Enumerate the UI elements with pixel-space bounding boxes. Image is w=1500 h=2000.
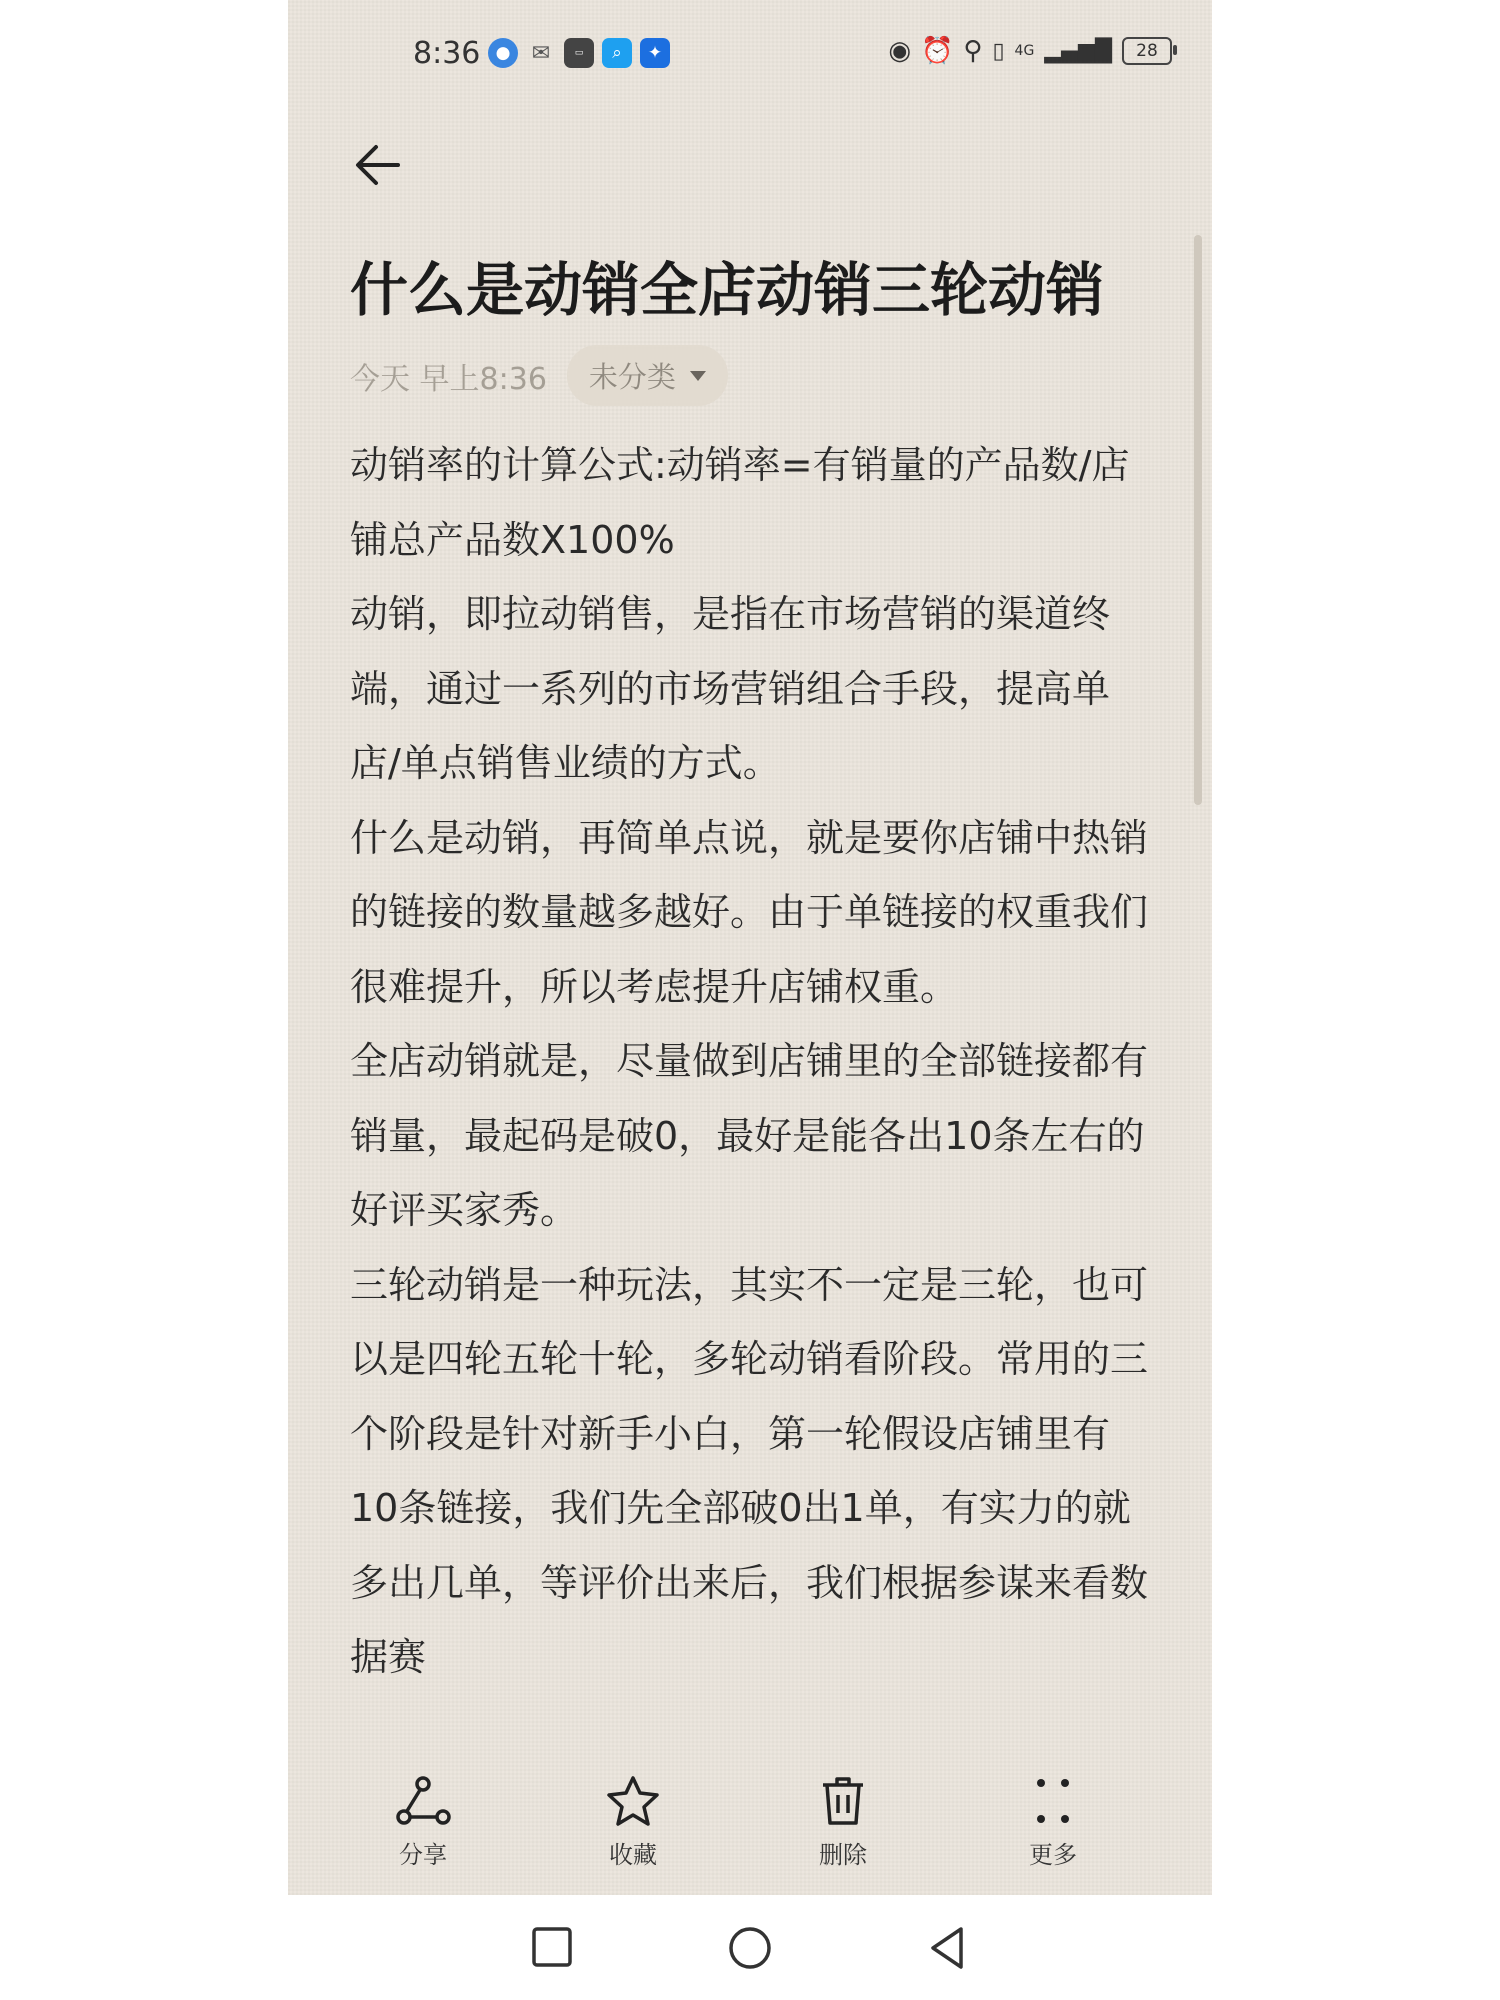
favorite-label: 收藏 <box>609 1841 657 1869</box>
browser-icon: ● <box>488 38 518 68</box>
network-type: 4G <box>1014 43 1035 59</box>
status-bar <box>288 28 1212 84</box>
wechat-icon: ✉ <box>531 40 551 66</box>
signal-icon: ▂▄▆█ <box>1044 38 1112 64</box>
back-triangle-icon[interactable] <box>925 1925 969 1971</box>
status-indicators <box>888 36 1172 66</box>
battery-icon: 28 <box>1122 37 1172 65</box>
huawei-icon: ▭ <box>564 38 594 68</box>
location-icon: ⚲ <box>963 36 983 66</box>
note-paragraph: 动销率的计算公式:动销率=有销量的产品数/店铺总产品数X100% <box>350 443 1130 562</box>
recent-apps-icon[interactable] <box>530 1925 574 1969</box>
note-paragraph: 什么是动销，再简单点说，就是要你店铺中热销的链接的数量越多越好。由于单链接的权重我们很难提升，所以考虑提升店铺权重。 <box>350 815 1149 1009</box>
home-icon[interactable] <box>727 1925 773 1971</box>
note-paragraph: 全店动销就是，尽量做到店铺里的全部链接都有销量，最起码是破0，最好是能各出10条左右的好评买家秀。 <box>350 1039 1149 1232</box>
system-navigation-bar <box>0 1895 1500 2000</box>
chevron-down-icon <box>690 371 706 381</box>
bulb-icon: ✦ <box>640 38 670 68</box>
more-dots-icon <box>1023 1775 1083 1827</box>
more-label: 更多 <box>1029 1841 1077 1869</box>
status-time: 8:36 <box>413 36 481 71</box>
note-timestamp: 今天 早上8:36 <box>350 361 547 397</box>
note-body[interactable] <box>350 428 1150 1695</box>
share-icon <box>393 1775 453 1827</box>
trash-icon <box>813 1775 873 1827</box>
scrollbar[interactable] <box>1194 235 1202 805</box>
note-paragraph: 三轮动销是一种玩法，其实不一定是三轮，也可以是四轮五轮十轮，多轮动销看阶段。常用的三个阶段是针对新手小白，第一轮假设店铺里有10条链接，我们先全部破0出1单，有实力的就多出几单，等评价出来后，我们根据参谋来看数据赛 <box>350 1262 1149 1679</box>
note-meta <box>350 345 728 406</box>
category-label: 未分类 <box>588 360 676 394</box>
favorite-button[interactable] <box>573 1775 693 1870</box>
category-dropdown[interactable] <box>567 345 728 406</box>
bottom-toolbar <box>288 1775 1212 1885</box>
notification-icons <box>488 38 670 68</box>
note-title: 什么是动销全店动销三轮动销 <box>350 256 1105 324</box>
search-icon: ⌕ <box>602 38 632 68</box>
note-paragraph: 动销，即拉动销售，是指在市场营销的渠道终端，通过一系列的市场营销组合手段，提高单店/单点销售业绩的方式。 <box>350 592 1111 785</box>
back-arrow-icon[interactable] <box>348 135 408 195</box>
vibrate-icon: ▯ <box>992 38 1005 64</box>
share-label: 分享 <box>399 1841 447 1869</box>
notes-app-screen <box>288 0 1212 1895</box>
share-button[interactable] <box>363 1775 483 1870</box>
delete-label: 删除 <box>819 1841 867 1869</box>
eye-icon: ◉ <box>888 36 912 66</box>
alarm-icon: ⏰ <box>921 36 954 66</box>
star-icon <box>603 1775 663 1827</box>
delete-button[interactable] <box>783 1775 903 1870</box>
more-button[interactable] <box>993 1775 1113 1870</box>
